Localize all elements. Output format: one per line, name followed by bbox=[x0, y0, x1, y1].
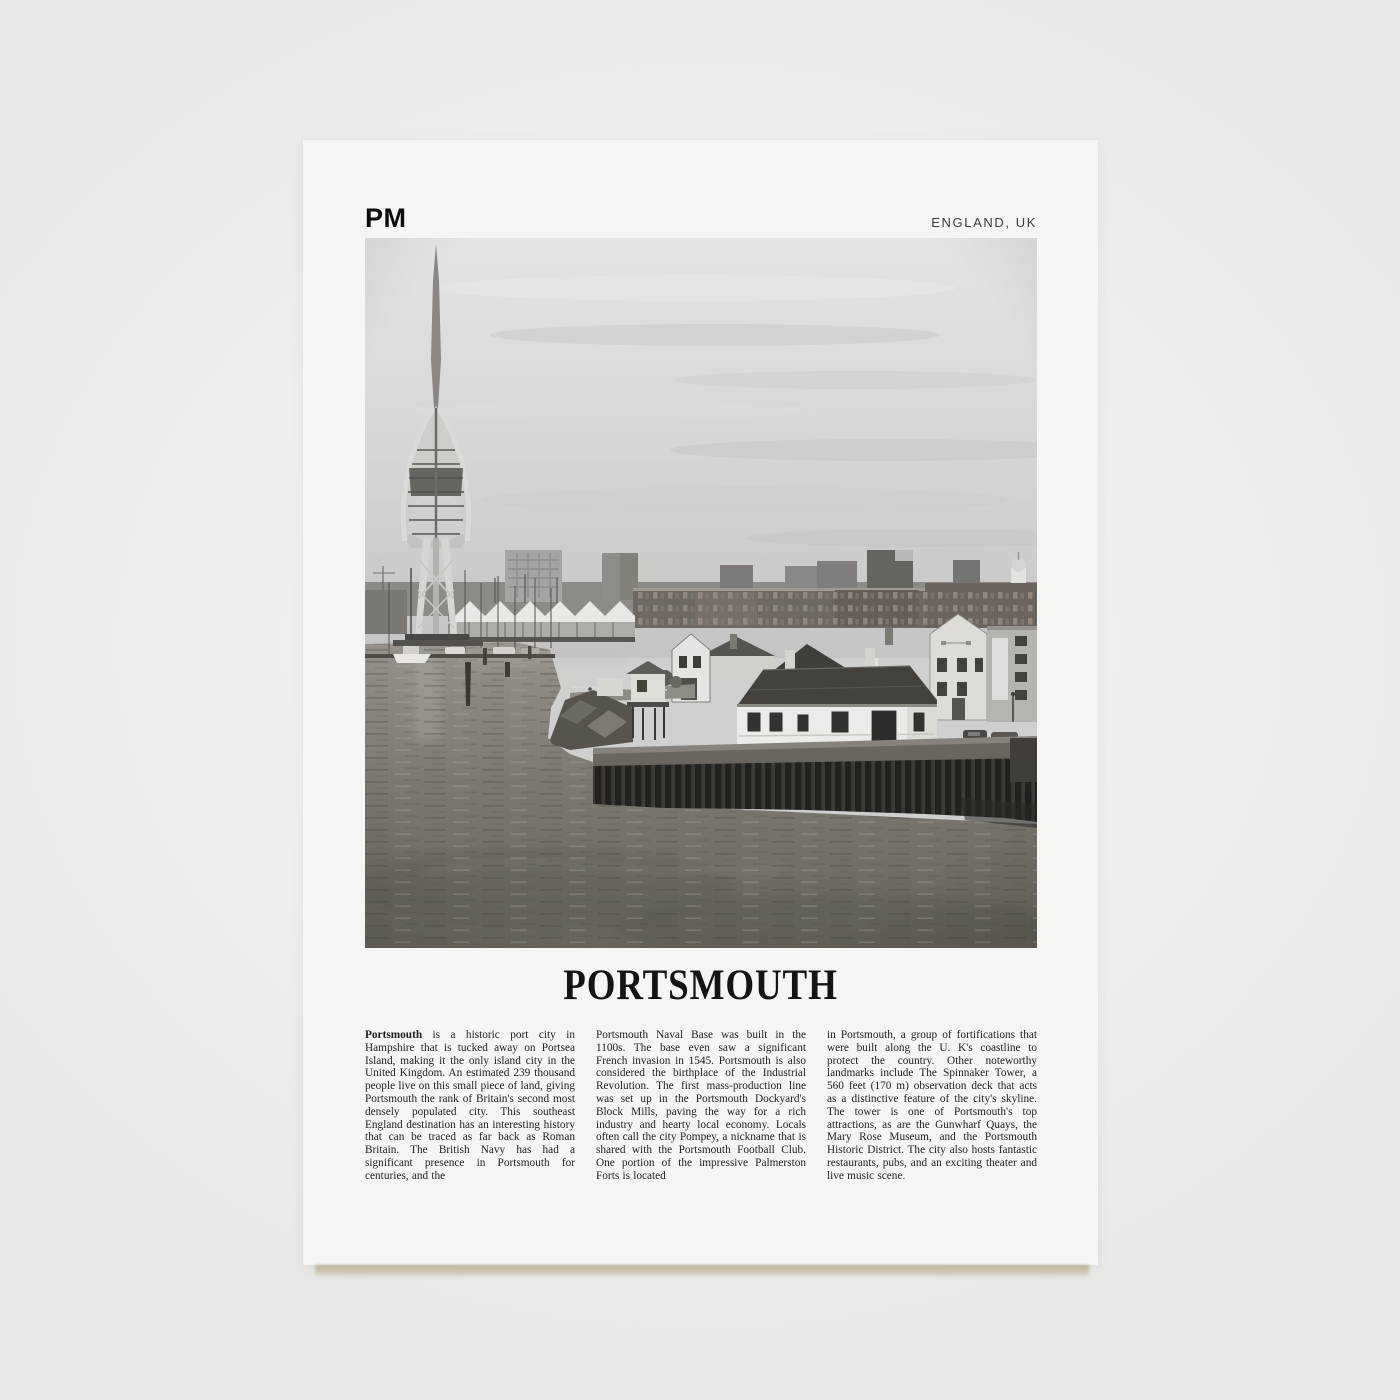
lead-word: Portsmouth bbox=[365, 1029, 423, 1041]
photo-illustration bbox=[365, 238, 1037, 948]
body-column-1: Portsmouth is a historic port city in Hampshire that is tucked away on Portsea Island, making it the only island city in the United Kingdom. An estimated 239 thousand people live on this small piece of land, giving Portsmouth the rank of Britain's second most densely populated city. This southeast England destination has an interesting history that can be traced as far back as Roman Britain. The British Navy has had a significant presence in Portsmouth for centuries, and the bbox=[365, 1029, 575, 1182]
body-column-3: in Portsmouth, a group of fortifications that were built along the U. K's coastline to protect the country. Other noteworthy landmarks include The Spinnaker Tower, a 560 feet (170 m) observation deck that acts as a distinctive feature of the city's skyline. The tower is one of Portsmouth's top attractions, as are the Gunwharf Quays, the Mary Rose Museum, and the Portsmouth Historic District. The city also hosts fantastic restaurants, pubs, and an exciting theater and live music scene. bbox=[827, 1029, 1037, 1182]
poster-header bbox=[365, 198, 1037, 232]
photo-vignette bbox=[365, 238, 1037, 948]
poster bbox=[303, 140, 1098, 1265]
poster-title: PORTSMOUTH bbox=[563, 962, 838, 1009]
body-column-2: Portsmouth Naval Base was built in the 1100s. The base even saw a significant French invasion in 1545. Portsmouth is also considered the birthplace of the Industrial Revolution. The first mass-production line was set up in the Portsmouth Dockyard's Block Mills, paving the way for a rich industry and hearty local economy. Locals often call the city Pompey, a nickname that is shared with the Portsmouth Football Club. One portion of the impressive Palmerston Forts is located bbox=[596, 1029, 806, 1182]
body-text-columns bbox=[365, 1029, 1037, 1183]
region-label: ENGLAND, UK bbox=[931, 215, 1037, 231]
poster-drop-shadow bbox=[315, 1265, 1089, 1278]
portsmouth-photo bbox=[365, 238, 1037, 948]
brand-logo: PM bbox=[365, 203, 407, 233]
